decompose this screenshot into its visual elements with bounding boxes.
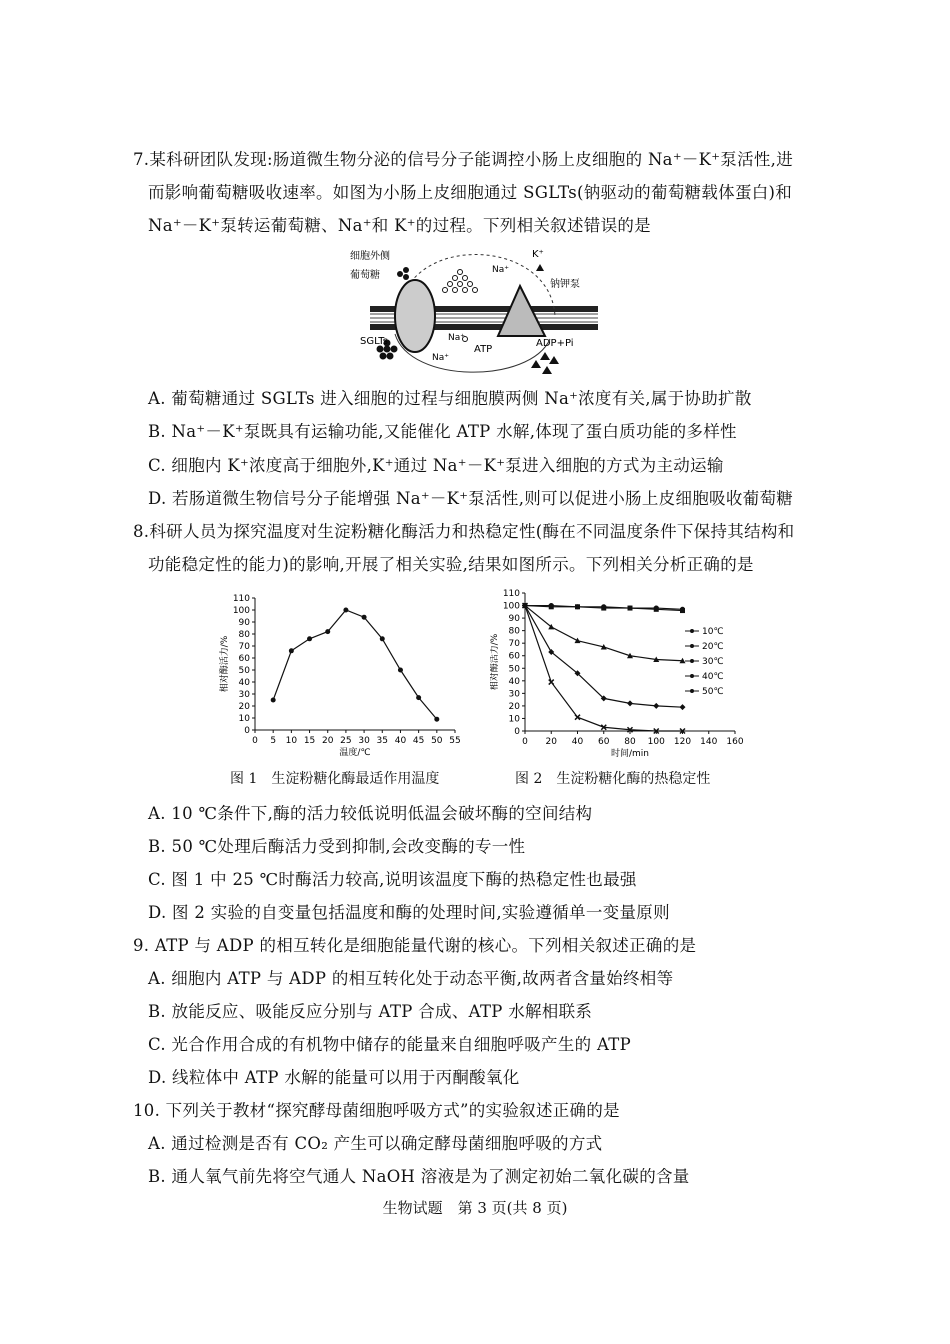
- y-axis-label: 相对酶活力/%: [220, 635, 230, 693]
- series-line: [525, 606, 683, 661]
- y-tick-label: 110: [232, 594, 250, 604]
- data-point: [627, 700, 633, 706]
- diagram-atp-label: ATP: [474, 344, 493, 355]
- figure-2-caption: 图 2 生淀粉糖化酶的热稳定性: [515, 771, 711, 787]
- q8-option-a: A. 10 ℃条件下,酶的活力较低说明低温会破坏酶的空间结构: [148, 804, 593, 823]
- q8-option-c: C. 图 1 中 25 ℃时酶活力较高,说明该温度下酶的热稳定性也最强: [148, 870, 637, 889]
- q7-stem-line-3: Na⁺－K⁺泵转运葡萄糖、Na⁺和 K⁺的过程。下列相关叙述错误的是: [148, 216, 651, 235]
- x-tick-label: 50: [431, 736, 443, 746]
- diagram-k-label: K⁺: [532, 249, 544, 260]
- sglt-protein-shape: [395, 280, 435, 352]
- legend-label: 40℃: [702, 672, 724, 682]
- q7-option-c: C. 细胞内 K⁺浓度高于细胞外,K⁺通过 Na⁺－K⁺泵进入细胞的方式为主动运输: [148, 456, 724, 475]
- q10-option-a: A. 通过检测是否有 CO₂ 产生可以确定酵母菌细胞呼吸的方式: [148, 1134, 603, 1153]
- y-tick-label: 70: [238, 642, 250, 652]
- y-tick-label: 20: [508, 701, 520, 712]
- data-point: [575, 715, 580, 720]
- diagram-sglt-label: SGLTs: [360, 336, 388, 347]
- y-tick-label: 90: [238, 618, 250, 628]
- q7-stem-line-2: 而影响葡萄糖吸收速率。如图为小肠上皮细胞通过 SGLTs(钠驱动的葡萄糖载体蛋白)和: [148, 183, 793, 202]
- diagram-na-label-outside: Na⁺: [492, 265, 509, 275]
- q8-option-b: B. 50 ℃处理后酶活力受到抑制,会改变酶的专一性: [148, 837, 526, 856]
- figure-1-chart: [215, 590, 465, 770]
- diagram-outside-label: 细胞外侧: [350, 251, 390, 262]
- q7-option-d: D. 若肠道微生物信号分子能增强 Na⁺－K⁺泵活性,则可以促进小肠上皮细胞吸收葡萄糖: [148, 489, 794, 508]
- x-tick-label: 35: [376, 736, 388, 746]
- data-point: [628, 606, 633, 611]
- q8-stem-line-1: 8.科研人员为探究温度对生淀粉糖化酶活力和热稳定性(酶在不同温度条件下保持其结构和: [133, 522, 795, 541]
- legend-label: 20℃: [702, 642, 724, 652]
- legend-label: 10℃: [702, 627, 724, 637]
- data-point: [398, 668, 403, 673]
- legend-label: 30℃: [702, 657, 724, 667]
- y-tick-label: 10: [238, 714, 250, 724]
- data-point: [680, 704, 686, 710]
- legend-label: 50℃: [702, 687, 724, 697]
- data-point: [343, 608, 348, 613]
- figure-2-chart: [490, 585, 750, 770]
- y-tick-label: 30: [508, 689, 520, 700]
- x-tick-label: 40: [394, 736, 407, 746]
- x-tick-label: 25: [340, 736, 352, 746]
- y-tick-label: 0: [244, 726, 250, 736]
- data-point: [601, 606, 606, 611]
- data-point: [307, 636, 312, 641]
- transport-diagram: [340, 244, 600, 374]
- q9-option-d: D. 线粒体中 ATP 水解的能量可以用于丙酮酸氧化: [148, 1068, 520, 1087]
- data-point: [271, 698, 276, 703]
- x-axis-label: 时间/min: [610, 749, 650, 759]
- x-tick-label: 60: [598, 737, 610, 747]
- y-tick-label: 70: [508, 639, 520, 650]
- y-tick-label: 80: [508, 626, 520, 637]
- x-tick-label: 10: [285, 736, 298, 746]
- legend-marker: [690, 659, 694, 663]
- x-tick-label: 120: [673, 737, 692, 747]
- y-tick-label: 100: [232, 606, 250, 616]
- y-tick-label: 60: [508, 651, 520, 662]
- data-point: [549, 604, 554, 609]
- x-tick-label: 45: [412, 736, 425, 746]
- x-tick-label: 5: [270, 736, 277, 746]
- q10-stem: 10. 下列关于教材“探究酵母菌细胞呼吸方式”的实验叙述正确的是: [133, 1101, 620, 1120]
- legend-marker: [690, 644, 694, 648]
- q8-option-d: D. 图 2 实验的自变量包括温度和酶的处理时间,实验遵循单一变量原则: [148, 903, 670, 922]
- figure-1-caption: 图 1 生淀粉糖化酶最适作用温度: [230, 771, 440, 787]
- x-tick-label: 160: [726, 737, 744, 747]
- data-point: [362, 615, 367, 620]
- y-tick-label: 20: [238, 702, 250, 712]
- data-point: [575, 604, 580, 609]
- q10-option-b: B. 通人氧气前先将空气通人 NaOH 溶液是为了测定初始二氧化碳的含量: [148, 1167, 690, 1186]
- data-point: [289, 648, 294, 653]
- diagram-na-label-center: Na⁺: [448, 333, 465, 343]
- q9-option-b: B. 放能反应、吸能反应分别与 ATP 合成、ATP 水解相联系: [148, 1002, 593, 1021]
- x-tick-label: 100: [647, 737, 665, 747]
- data-point: [416, 695, 421, 700]
- x-tick-label: 15: [303, 736, 316, 746]
- data-point: [680, 608, 685, 613]
- data-point: [434, 717, 439, 722]
- series-line: [525, 606, 683, 708]
- diagram-na-label-inside: Na⁺: [432, 353, 449, 363]
- y-axis-label: 相对酶活力/%: [490, 633, 500, 691]
- x-tick-label: 30: [358, 736, 370, 746]
- data-point: [325, 629, 330, 634]
- x-tick-label: 55: [449, 736, 461, 746]
- data-point: [653, 703, 659, 709]
- y-tick-label: 50: [238, 666, 250, 676]
- page-footer: 生物试题 第 3 页(共 8 页): [382, 1199, 568, 1217]
- x-tick-label: 40: [571, 737, 584, 747]
- y-tick-label: 10: [508, 714, 520, 725]
- diagram-pump-label: 钠钾泵: [550, 279, 580, 290]
- x-tick-label: 20: [322, 736, 334, 746]
- y-tick-label: 80: [238, 630, 250, 640]
- x-tick-label: 0: [522, 737, 528, 747]
- data-point: [575, 638, 581, 644]
- y-tick-label: 60: [238, 654, 250, 664]
- diagram-adp-label: ADP+Pi: [536, 338, 574, 349]
- data-point: [654, 607, 659, 612]
- q7-option-a: A. 葡萄糖通过 SGLTs 进入细胞的过程与细胞膜两侧 Na⁺浓度有关,属于协助扩散: [148, 389, 752, 408]
- y-tick-label: 0: [514, 727, 520, 737]
- q9-option-c: C. 光合作用合成的有机物中储存的能量来自细胞呼吸产生的 ATP: [148, 1035, 631, 1054]
- q7-option-b: B. Na⁺－K⁺泵既具有运输功能,又能催化 ATP 水解,体现了蛋白质功能的多样性: [148, 422, 737, 441]
- x-tick-label: 20: [545, 737, 557, 747]
- legend-marker: [690, 674, 694, 678]
- x-tick-label: 80: [624, 737, 636, 747]
- y-tick-label: 30: [238, 690, 250, 700]
- q9-option-a: A. 细胞内 ATP 与 ADP 的相互转化处于动态平衡,故两者含量始终相等: [148, 969, 674, 988]
- legend-marker: [690, 689, 694, 693]
- x-axis-label: 温度/℃: [339, 748, 371, 758]
- q7-stem-line-1: 7.某科研团队发现:肠道微生物分泌的信号分子能调控小肠上皮细胞的 Na⁺－K⁺泵活性,进: [133, 150, 794, 169]
- y-tick-label: 90: [508, 614, 520, 625]
- q9-stem: 9. ATP 与 ADP 的相互转化是细胞能量代谢的核心。下列相关叙述正确的是: [133, 936, 697, 955]
- data-point: [380, 636, 385, 641]
- y-tick-label: 100: [502, 601, 520, 612]
- y-tick-label: 110: [502, 589, 520, 599]
- series-line: [273, 610, 437, 719]
- diagram-glucose-label: 葡萄糖: [350, 270, 380, 281]
- y-tick-label: 40: [238, 678, 250, 688]
- y-tick-label: 50: [508, 664, 520, 675]
- x-tick-label: 140: [700, 737, 718, 747]
- y-tick-label: 40: [508, 676, 520, 687]
- q8-stem-line-2: 功能稳定性的能力)的影响,开展了相关实验,结果如图所示。下列相关分析正确的是: [148, 555, 754, 574]
- legend-marker: [690, 629, 694, 633]
- x-tick-label: 0: [252, 736, 258, 746]
